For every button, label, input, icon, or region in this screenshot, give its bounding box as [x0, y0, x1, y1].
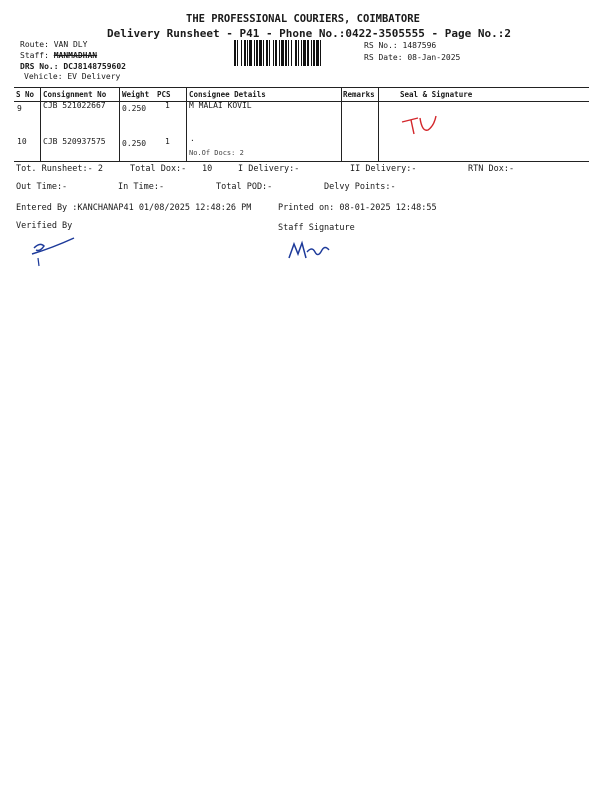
row-consignee: M MALAI KOVIL	[189, 101, 252, 110]
total-pod-label: Total POD:-	[216, 182, 273, 192]
drs-label: DRS No.:	[20, 62, 59, 71]
col-header-sno: S No	[16, 90, 35, 99]
row-sno: 9	[17, 104, 22, 113]
rs-number: RS No.: 1487596	[364, 41, 437, 50]
delvy-points-label: Delvy Points:-	[324, 182, 396, 192]
staff-signature-mark	[286, 238, 336, 264]
printed-on: Printed on: 08-01-2025 12:48:55	[278, 203, 437, 213]
barcode-bar	[321, 40, 323, 66]
col-header-consignment: Consignment No	[43, 90, 107, 99]
total-dox-label: Total Dox:-	[130, 164, 187, 174]
table-top-border	[14, 87, 589, 88]
column-divider	[378, 87, 379, 161]
row-pcs: 1	[165, 101, 170, 110]
col-header-weight: Weight	[122, 90, 150, 99]
row-consignment: CJB 521022667	[43, 101, 106, 110]
row-doc-count: No.Of Docs: 2	[189, 149, 244, 157]
out-time-label: Out Time:-	[16, 182, 68, 192]
staff-label: Staff:	[20, 51, 49, 60]
row-weight: 0.250	[122, 139, 147, 148]
col-header-pcs: PCS	[157, 90, 171, 99]
column-divider	[341, 87, 342, 161]
total-runsheet: Tot. Runsheet:- 2	[16, 164, 103, 174]
table-bottom-border	[14, 161, 589, 162]
staff-name: MANMADHAN	[53, 51, 98, 60]
drs-row	[20, 62, 126, 71]
row-weight: 0.250	[122, 104, 147, 113]
col-header-consignee: Consignee Details	[189, 90, 266, 99]
rtn-dox-label: RTN Dox:-	[468, 164, 515, 174]
column-divider	[40, 87, 41, 161]
staff-signature-label: Staff Signature	[278, 223, 355, 233]
entered-by: Entered By :KANCHANAP41 01/08/2025 12:48:26 PM	[16, 203, 252, 213]
seal-ink-mark	[398, 112, 444, 138]
i-delivery-label: I Delivery:-	[238, 164, 300, 174]
drs-number: DCJ8148759602	[63, 62, 126, 71]
col-header-seal-signature: Seal & Signature	[400, 90, 473, 99]
rs-date: RS Date: 08-Jan-2025	[364, 53, 461, 62]
row-consignee: .	[190, 134, 195, 143]
runsheet-title: Delivery Runsheet - P41 - Phone No.:0422-3505555 - Page No.:2	[107, 27, 511, 40]
in-time-label: In Time:-	[118, 182, 165, 192]
row-consignment: CJB 520937575	[43, 137, 106, 146]
verifier-signature	[30, 232, 80, 268]
col-header-remarks: Remarks	[343, 90, 375, 99]
barcode-image	[234, 40, 350, 66]
company-name: THE PROFESSIONAL COURIERS, COIMBATORE	[186, 13, 420, 25]
row-pcs: 1	[165, 137, 170, 146]
staff-row	[20, 51, 97, 60]
total-dox-value: 10	[202, 164, 213, 174]
column-divider	[119, 87, 120, 161]
verified-by-label: Verified By	[16, 221, 73, 231]
route-label: Route: VAN DLY	[20, 40, 88, 49]
column-divider	[186, 87, 187, 161]
vehicle-label: Vehicle: EV Delivery	[24, 72, 121, 81]
ii-delivery-label: II Delivery:-	[350, 164, 417, 174]
row-sno: 10	[17, 137, 27, 146]
